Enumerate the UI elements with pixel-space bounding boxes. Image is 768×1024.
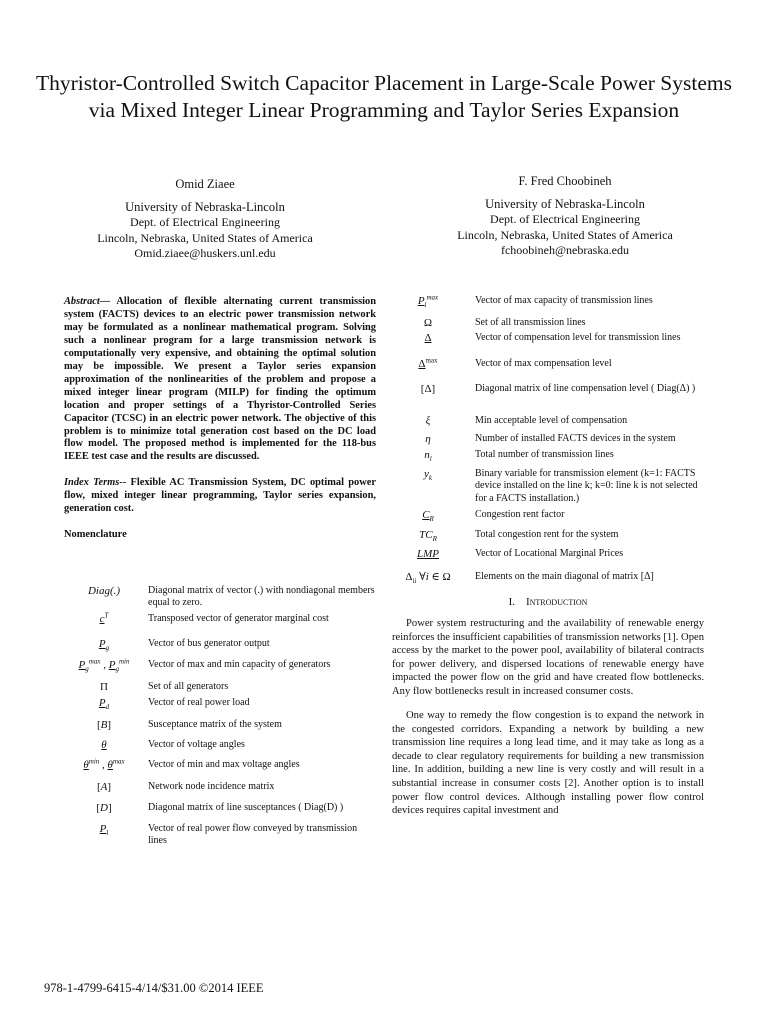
nomenclature-desc: Set of all transmission lines bbox=[475, 317, 586, 328]
nomenclature-desc: Vector of max compensation level bbox=[475, 358, 612, 369]
nomenclature-desc: Diagonal matrix of vector (.) with nondiagonal members equal to zero. bbox=[148, 585, 375, 609]
nomenclature-symbol: $\theta^{min}$ , $\theta^{max}$ bbox=[83, 757, 125, 771]
intro-paragraph: Power system restructuring and the availability of renewable energy reinforces the insufficient capabilities of transmission networks [1]. Open access by the market to the power pool, availability of bilateral contracts for power delivery, and dispersed locations of renewable energy have impacted the power flow on the grid and have created flow bottlenecks. Any flow bottlenecks result in increased consumer costs. bbox=[392, 618, 704, 697]
nomenclature-symbol: $P_g^{max}$ , $P_g^{min}$ bbox=[78, 657, 130, 674]
nomenclature-symbol: $C_R$ bbox=[422, 509, 434, 524]
nomenclature-symbol: [B] bbox=[96, 719, 112, 731]
nomenclature-desc: Min acceptable level of compensation bbox=[475, 415, 628, 426]
nomenclature-desc: Vector of real power flow conveyed by transmission lines bbox=[148, 823, 358, 847]
author-affiliation: University of Nebraska-Lincoln bbox=[485, 197, 645, 212]
nomenclature-symbol: [A] bbox=[96, 781, 112, 793]
intro-paragraph: One way to remedy the flow congestion is to expand the network in the congested corridors. Expanding a network by building a new transmission line requires a long lead time, and it may take as long as a decade to clear regulatory requirements for building a new transmission line. In addition, building a new line is very costly and will result in a substantial increase in consumer costs [2]. Another option is to install power flow control devices. Although installing power flow control devices requires capital investment and bbox=[392, 710, 704, 817]
nomenclature-symbol: $c^T$ bbox=[99, 611, 109, 625]
nomenclature-desc: Total number of transmission lines bbox=[475, 449, 614, 460]
nomenclature-symbol: $y_k$ bbox=[424, 468, 432, 483]
nomenclature-desc: Vector of Locational Marginal Prices bbox=[475, 548, 624, 559]
nomenclature-symbol: $\Delta^{max}$ bbox=[418, 356, 438, 370]
nomenclature-desc: Vector of min and max voltage angles bbox=[148, 759, 300, 770]
nomenclature-symbol: LMP bbox=[417, 548, 439, 560]
author-block-2 bbox=[420, 174, 710, 258]
nomenclature-desc: Vector of real power load bbox=[148, 697, 250, 708]
nomenclature-title: Nomenclature bbox=[64, 529, 127, 541]
author-dept: Dept. of Electrical Engineering bbox=[130, 215, 280, 230]
nomenclature-right bbox=[392, 295, 704, 587]
author-block-1 bbox=[70, 177, 340, 261]
author-affiliation: University of Nebraska-Lincoln bbox=[125, 200, 285, 215]
author-email: Omid.ziaee@huskers.unl.edu bbox=[134, 245, 276, 260]
section-title: Introduction bbox=[525, 596, 588, 608]
nomenclature-desc: Congestion rent factor bbox=[475, 509, 565, 520]
nomenclature-symbol: Ω bbox=[423, 317, 433, 329]
author-email: fchoobineh@nebraska.edu bbox=[500, 242, 629, 257]
nomenclature-desc: Number of installed FACTS devices in the system bbox=[475, 433, 676, 444]
copyright-footer: 978-1-4799-6415-4/14/$31.00 ©2014 IEEE bbox=[44, 981, 264, 995]
nomenclature-symbol: $\Delta_{ii}$ ∀i ∈ Ω bbox=[405, 571, 451, 586]
nomenclature-desc: Total congestion rent for the system bbox=[475, 529, 619, 540]
nomenclature-symbol: [Δ] bbox=[420, 383, 436, 395]
author-name: Omid Ziaee bbox=[175, 177, 235, 191]
section-heading bbox=[392, 596, 704, 608]
section-number: I. bbox=[508, 596, 515, 608]
nomenclature-symbol: $P_l$ bbox=[99, 823, 109, 838]
nomenclature-left bbox=[64, 585, 376, 855]
nomenclature-desc: Binary variable for transmission element (k=1: FACTS device installed on the line k; k=0: line k is not selected for a FACTS installation.) bbox=[475, 468, 698, 504]
nomenclature-symbol: ξ bbox=[425, 415, 431, 427]
nomenclature-symbol: $TC_R$ bbox=[419, 529, 437, 544]
nomenclature-symbol: Δ bbox=[424, 332, 432, 344]
abstract-text: Allocation of flexible alternating current transmission system (FACTS) devices to an electric power transmission network may be formulated as a nonlinear mathematical program. Solving such a nonlinear program for a large transmission network is computationally very expensive, and obtaining the optimal solution may be impossible. We present a Taylor series expansion approximation of the nonlinearities of the problem and propose a mixed integer linear program (MILP) for finding the optimum location and proper settings of a Thyristor-Controlled Series Capacitor (TCSC) in an electric power network. The objective of this problem is to minimize total generation cost based on the DC load flow model. The proposed method is implemented for the 118-bus IEEE test case and the results are discussed. bbox=[64, 296, 376, 463]
nomenclature-symbol: θ bbox=[101, 739, 107, 751]
index-terms-heading: Index Terms bbox=[64, 477, 120, 489]
author-dept: Dept. of Electrical Engineering bbox=[490, 212, 640, 227]
nomenclature-symbol: $n_l$ bbox=[424, 449, 432, 464]
nomenclature-desc: Vector of max and min capacity of generators bbox=[148, 659, 331, 670]
author-location: Lincoln, Nebraska, United States of America bbox=[97, 230, 313, 245]
nomenclature-desc: Vector of compensation level for transmission lines bbox=[475, 332, 681, 343]
nomenclature-symbol: Π bbox=[100, 681, 108, 693]
nomenclature-symbol: η bbox=[425, 433, 431, 445]
abstract bbox=[64, 296, 376, 542]
author-location: Lincoln, Nebraska, United States of America bbox=[457, 227, 673, 242]
index-terms-text: -- Flexible AC Transmission System, DC optimal power flow, mixed integer linear programming, Taylor series expansion, generation cost. bbox=[64, 477, 376, 515]
nomenclature-symbol: Diag(.) bbox=[87, 585, 121, 597]
nomenclature-desc: Diagonal matrix of line compensation level ( Diag(Δ) ) bbox=[475, 383, 696, 394]
nomenclature-desc: Vector of max capacity of transmission lines bbox=[475, 295, 653, 306]
nomenclature-desc: Elements on the main diagonal of matrix [Δ] bbox=[475, 571, 654, 582]
nomenclature-desc: Transposed vector of generator marginal cost bbox=[148, 613, 329, 624]
abstract-heading: Abstract— bbox=[64, 296, 111, 307]
nomenclature-symbol: [D] bbox=[96, 802, 112, 814]
nomenclature-desc: Susceptance matrix of the system bbox=[148, 719, 282, 730]
index-terms bbox=[64, 477, 376, 516]
nomenclature-desc: Diagonal matrix of line susceptances ( Diag(D) ) bbox=[148, 802, 344, 813]
author-name: F. Fred Choobineh bbox=[518, 174, 612, 188]
nomenclature-desc: Vector of voltage angles bbox=[148, 739, 245, 750]
nomenclature-desc: Network node incidence matrix bbox=[148, 781, 275, 792]
nomenclature-symbol: $P_d$ bbox=[98, 697, 110, 712]
introduction-body bbox=[392, 617, 704, 818]
nomenclature-symbol: $P_l^{max}$ bbox=[417, 293, 439, 310]
paper-title: Thyristor-Controlled Switch Capacitor Placement in Large-Scale Power Systems via Mixed Integer Linear Programming and Taylor Series Expansion bbox=[36, 71, 732, 122]
nomenclature-symbol: $P_g$ bbox=[98, 638, 110, 653]
nomenclature-desc: Set of all generators bbox=[148, 681, 229, 692]
nomenclature-desc: Vector of bus generator output bbox=[148, 638, 270, 649]
